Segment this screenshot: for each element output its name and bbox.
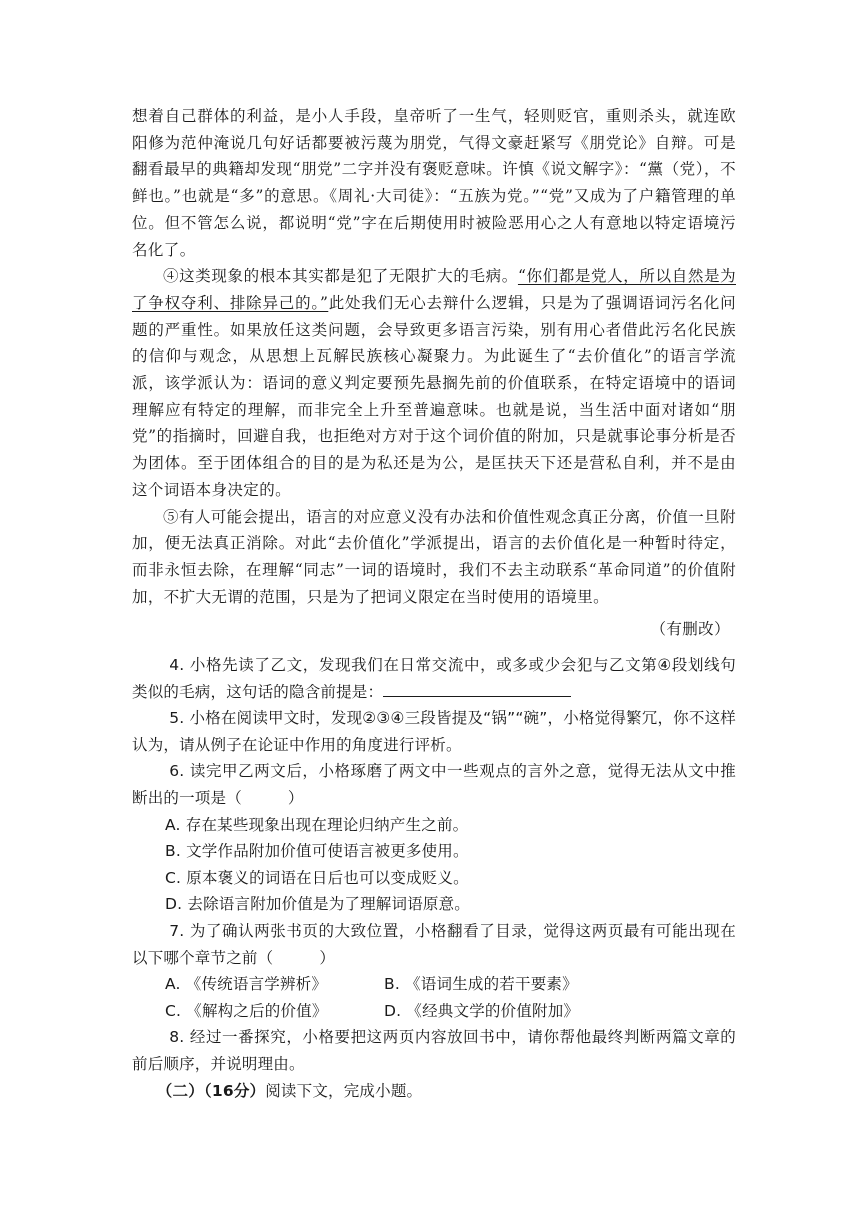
question-4 — [132, 652, 736, 705]
question-8: 8. 经过一番探究，小格要把这两页内容放回书中，请你帮他最终判断两篇文章的前后顺序，并说明理由。 — [132, 1028, 736, 1073]
question-7-close: ） — [319, 948, 336, 967]
section-label: （二）（16分） — [156, 1081, 266, 1100]
option-b: B. 文学作品附加价值可使语言被更多使用。 — [165, 842, 469, 861]
option-d: D. 《经典文学的价值附加》 — [384, 1001, 580, 1020]
underlined-sentence: “你们都是党人，所以自然是为了争权夺利、排除异己的。” — [132, 267, 736, 312]
question-7-text: 7. 为了确认两张书页的大致位置，小格翻看了目录，觉得这两页最有可能出现在以下哪个章节之前（ — [132, 921, 736, 967]
paragraph-4-lead: ④这类现象的根本其实都是犯了无限扩大的毛病。 — [163, 267, 518, 286]
question-6-text: 6. 读完甲乙两文后，小格琢磨了两文中一些观点的言外之意，觉得无法从文中推断出的一项是（ — [132, 762, 736, 807]
option-b: B. 《语词生成的若干要素》 — [384, 975, 578, 994]
options-row-ab — [132, 971, 736, 998]
passage-paragraph-intro: 想着自己群体的利益，是小人手段，皇帝听了一生气，轻则贬官，重则杀头，就连欧阳修为范仲淹说几句好话都要被污蔑为朋党，气得文豪赶紧写《朋党论》自辩。可是翻看最早的典籍却发现“朋党”二字并没有褒贬意味。许慎《说文解字》：“黨（党），不鲜也。”也就是“多”的意思。《周礼·大司徒》：“五族为党。”“党”又成为了户籍管理的单位。但不管怎么说，都说明“党”字在后期使用时被险恶用心之人有意地以特定语境污名化了。 — [132, 107, 736, 259]
source-note: （有删改） — [650, 620, 730, 639]
question-7 — [132, 918, 736, 971]
passage-paragraph-5: ⑤有人可能会提出，语言的对应意义没有办法和价值性观念真正分离，价值一旦附加，便无法真正消除。对此“去价值化”学派提出，语言的去价值化是一种暂时待定，而非永恒去除，在理解“同志”一词的语境时，我们不去主动联系“革命同道”的价值附加，不扩大无谓的范围，只是为了把词义限定在当时使用的语境里。 — [132, 507, 736, 606]
section-heading — [132, 1078, 736, 1105]
options-row-cd — [132, 998, 736, 1025]
question-5: 5. 小格在阅读甲文时，发现②③④三段皆提及“锅”“碗”，小格觉得繁冗，你不这样认为，请从例子在论证中作用的角度进行评析。 — [132, 709, 736, 754]
question-4-text: 4. 小格先读了乙文，发现我们在日常交流中，或多或少会犯与乙文第④段划线句类似的毛病，这句话的隐含前提是： — [132, 656, 736, 701]
answer-blank[interactable] — [383, 680, 571, 697]
option-c: C. 《解构之后的价值》 — [165, 1001, 328, 1020]
option-c: C. 原本褒义的词语在日后也可以变成贬义。 — [165, 868, 469, 887]
question-list — [132, 652, 736, 1104]
option-a: A. 《传统语言学辨析》 — [165, 975, 328, 994]
reading-passage — [132, 103, 736, 643]
option-a: A. 存在某些现象出现在理论归纳产生之前。 — [165, 815, 469, 834]
question-6 — [132, 758, 736, 811]
option-d: D. 去除语言附加价值是为了理解词语原意。 — [165, 895, 470, 914]
passage-paragraph-4 — [132, 263, 736, 503]
paragraph-4-body: 此处我们无心去辩什么逻辑，只是为了强调语词污名化问题的严重性。如果放任这类问题，会导致更多语言污染，别有用心者借此污名化民族的信仰与观念，从思想上瓦解民族核心凝聚力。为此诞生了“去价值化”的语言学流派，该学派认为：语词的意义判定要预先悬搁先前的价值联系，在特定语境中的语词理解应有特定的理解，而非完全上升至普遍意味。也就是说，当生活中面对诸如“朋党”的指摘时，回避自我，也拒绝对方对于这个词价值的附加，只是就事论事分析是否为团体。至于团体组合的目的是为私还是为公，是匡扶天下还是营私自利，并不是由这个词语本身决定的。 — [132, 293, 736, 499]
section-instruction: 阅读下文，完成小题。 — [265, 1081, 423, 1100]
question-6-close: ） — [287, 788, 304, 807]
